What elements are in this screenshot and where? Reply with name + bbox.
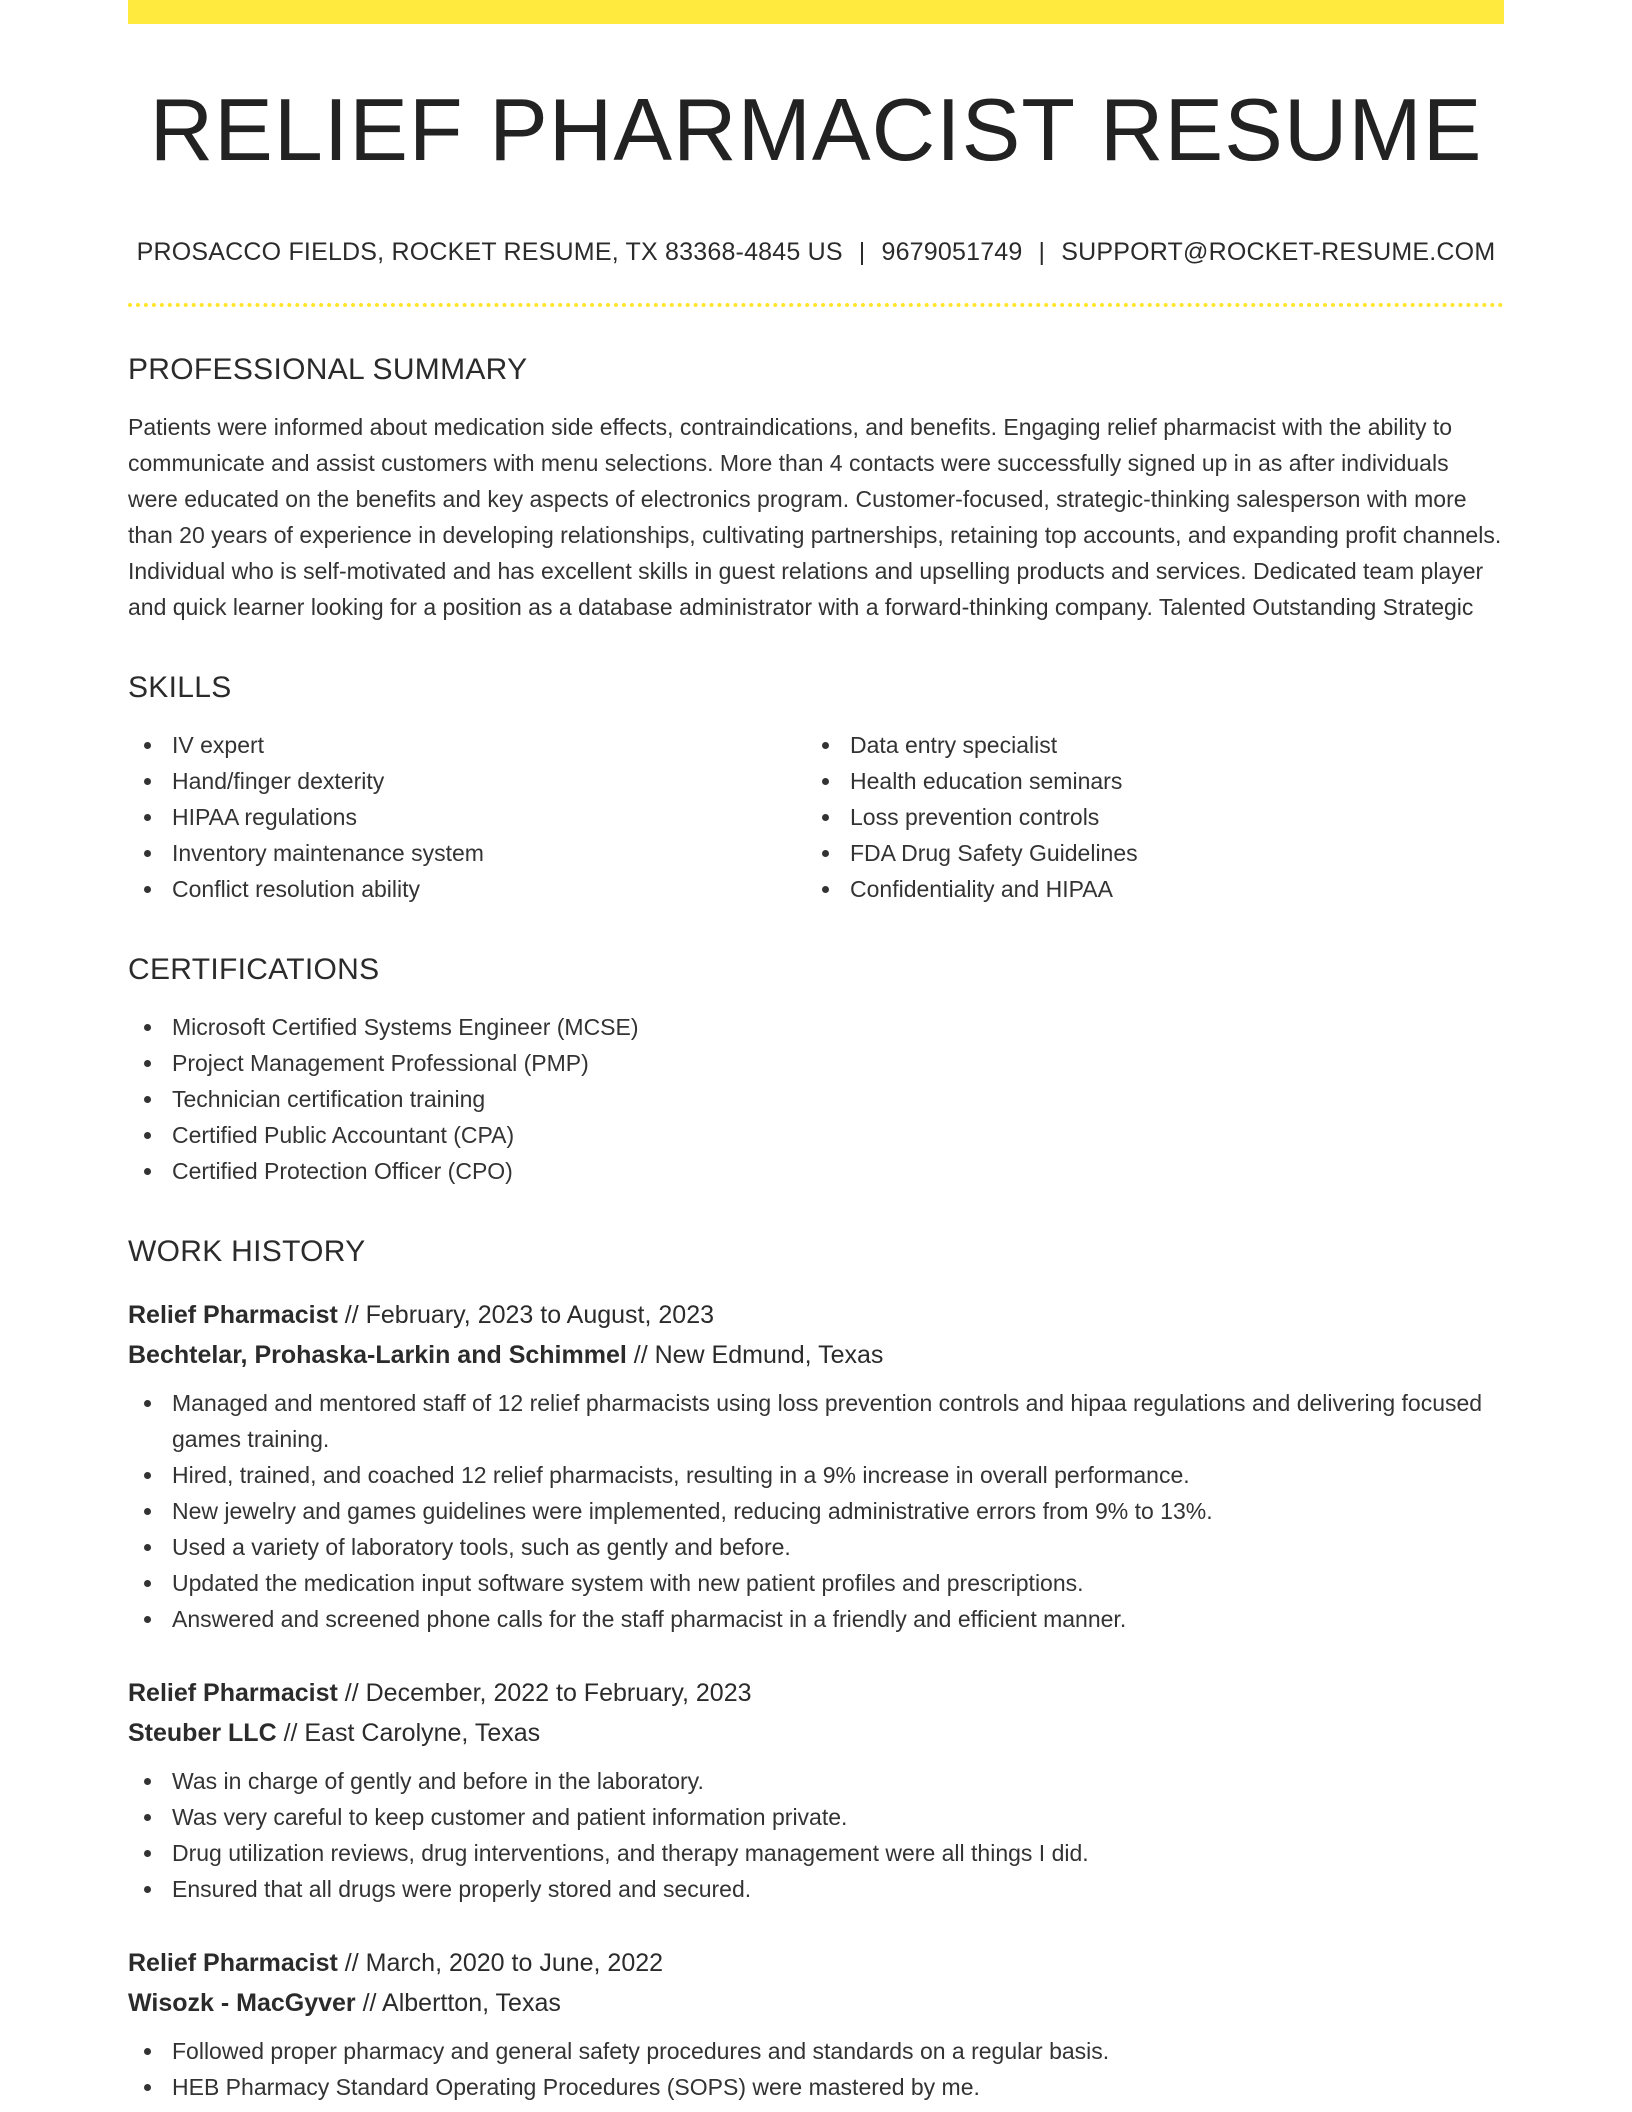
certification-item: Project Management Professional (PMP) [128,1045,1504,1081]
dotted-divider [128,303,1504,307]
job-bullet: Ensured that all drugs were properly stored and secured. [128,1871,1504,1907]
job-company-line [128,1713,1504,1753]
certification-item: Technician certification training [128,1081,1504,1117]
job-company: Wisozk - MacGyver [128,1989,356,2017]
skills-heading: SKILLS [128,671,232,704]
skill-item: HIPAA regulations [128,799,806,835]
job-bullet: Was in charge of gently and before in the laboratory. [128,1763,1504,1799]
contact-phone: 9679051749 [881,238,1023,266]
skill-item: Confidentiality and HIPAA [806,871,1484,907]
job-title-line [128,1295,1504,1335]
job-dates: // March, 2020 to June, 2022 [344,1949,664,1977]
skill-item: Inventory maintenance system [128,835,806,871]
job-bullet: Answered and screened phone calls for the staff pharmacist in a friendly and efficient manner. [128,1601,1504,1637]
summary-heading: PROFESSIONAL SUMMARY [128,353,528,386]
contact-separator: | [858,238,866,266]
work-history-heading: WORK HISTORY [128,1235,366,1268]
resume-title: RELIEF PHARMACIST RESUME [149,80,1483,179]
job-location: // East Carolyne, Texas [283,1719,541,1747]
skill-item: FDA Drug Safety Guidelines [806,835,1484,871]
skill-item: Loss prevention controls [806,799,1484,835]
job-bullet: Hired, trained, and coached 12 relief pharmacists, resulting in a 9% increase in overall performance. [128,1457,1504,1493]
skills-section [128,671,1504,907]
job-role: Relief Pharmacist [128,1301,338,1329]
skill-item: Health education seminars [806,763,1484,799]
job-company: Steuber LLC [128,1719,277,1747]
job-location: // Albertton, Texas [362,1989,561,2017]
job-bullet: New jewelry and games guidelines were implemented, reducing administrative errors from 9% to 13%. [128,1493,1504,1529]
job-company: Bechtelar, Prohaska-Larkin and Schimmel [128,1341,627,1369]
summary-section [128,353,1504,625]
skill-item: Data entry specialist [806,727,1484,763]
job-role: Relief Pharmacist [128,1949,338,1977]
summary-text: Patients were informed about medication side effects, contraindications, and benefits. Engaging relief pharmacist with the ability to communicate and assist customers with menu selections. More than 4 contacts were successfully signed up in as after individuals were educated on the benefits and key aspects of electronics program. Customer-focused, strategic-thinking salesperson with more than 20 years of experience in developing relationships, cultivating partnerships, retaining top accounts, and expanding profit channels. Individual who is self-motivated and has excellent skills in guest relations and upselling products and services. Dedicated team player and quick learner looking for a position as a database administrator with a forward-thinking company. Talented Outstanding Strategic [128,414,1502,620]
job-bullets [128,2033,1504,2105]
job-entry [128,1295,1504,1637]
certifications-list [128,1009,1504,1189]
job-company-line [128,1983,1504,2023]
contact-address: PROSACCO FIELDS, ROCKET RESUME, TX 83368-4845 US [136,238,843,266]
skills-list-right [806,727,1484,907]
certification-item: Certified Protection Officer (CPO) [128,1153,1504,1189]
job-role: Relief Pharmacist [128,1679,338,1707]
skills-list-left [128,727,806,907]
job-bullet: Updated the medication input software system with new patient profiles and prescriptions. [128,1565,1504,1601]
certification-item: Certified Public Accountant (CPA) [128,1117,1504,1153]
job-bullet: Used a variety of laboratory tools, such as gently and before. [128,1529,1504,1565]
skill-item: Conflict resolution ability [128,871,806,907]
job-entry [128,1943,1504,2105]
job-bullet: Drug utilization reviews, drug interventions, and therapy management were all things I did. [128,1835,1504,1871]
job-bullet: Managed and mentored staff of 12 relief pharmacists using loss prevention controls and hipaa regulations and delivering focused games training. [128,1385,1504,1457]
contact-line [128,238,1504,267]
accent-top-bar [128,0,1504,24]
job-bullet: Followed proper pharmacy and general safety procedures and standards on a regular basis. [128,2033,1504,2069]
job-company-line [128,1335,1504,1375]
resume-page [128,0,1504,2105]
job-title-line [128,1943,1504,1983]
job-bullets [128,1763,1504,1907]
certifications-section [128,953,1504,1189]
job-dates: // December, 2022 to February, 2023 [344,1679,752,1707]
skill-item: IV expert [128,727,806,763]
job-bullet: HEB Pharmacy Standard Operating Procedures (SOPS) were mastered by me. [128,2069,1504,2105]
work-history-section [128,1235,1504,2105]
skills-columns [128,727,1504,907]
job-dates: // February, 2023 to August, 2023 [344,1301,715,1329]
skill-item: Hand/finger dexterity [128,763,806,799]
contact-separator: | [1038,238,1046,266]
job-entry [128,1673,1504,1907]
job-title-line [128,1673,1504,1713]
job-location: // New Edmund, Texas [633,1341,884,1369]
certification-item: Microsoft Certified Systems Engineer (MCSE) [128,1009,1504,1045]
contact-email: SUPPORT@ROCKET-RESUME.COM [1061,238,1496,266]
job-bullet: Was very careful to keep customer and patient information private. [128,1799,1504,1835]
job-bullets [128,1385,1504,1637]
certifications-heading: CERTIFICATIONS [128,953,380,986]
